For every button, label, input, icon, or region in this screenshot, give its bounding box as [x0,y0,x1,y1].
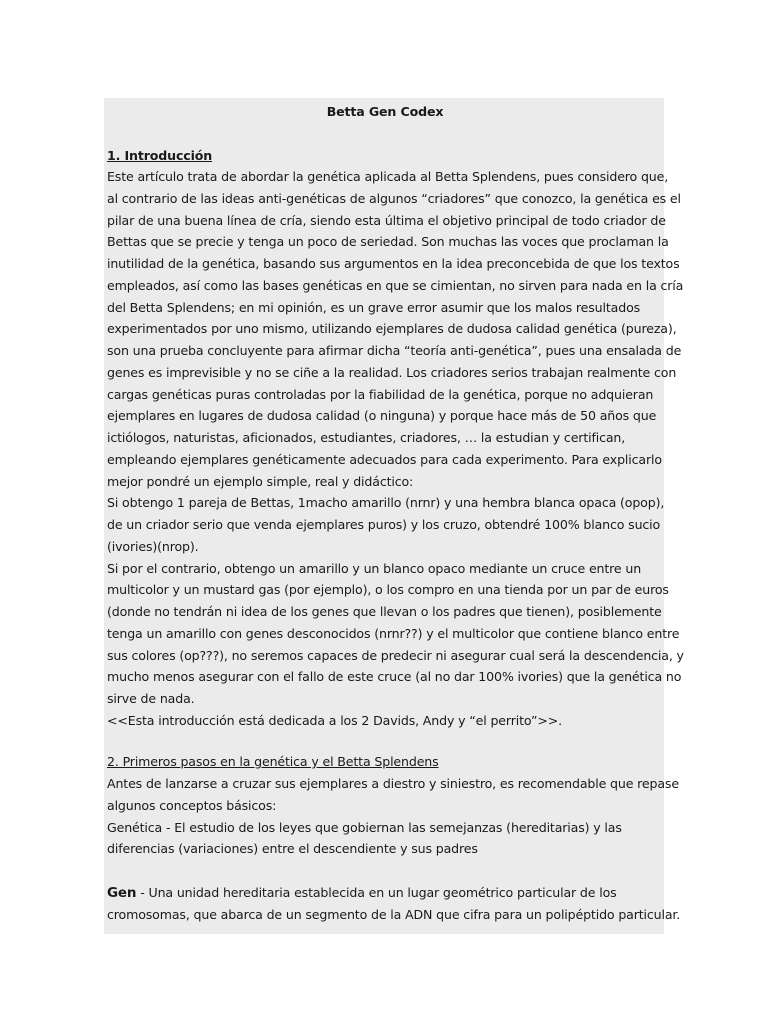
gen-definition-line-2: cromosomas, que abarca de un segmento de la ADN que cifra para un polipéptido particular. [107,907,681,922]
text-line: del Betta Splendens; en mi opinión, es un grave error asumir que los malos resultados [107,299,641,315]
text-line: inutilidad de la genética, basando sus argumentos en la idea preconcebida de que los textos [107,256,680,271]
text-line: genes es imprevisible y no se ciñe a la realidad. Los criadores serios trabajan realmente con [107,364,677,380]
text-line: mucho menos asegurar con el fallo de este cruce (al no dar 100% ivories) que la genética no [107,669,682,685]
text-line: Bettas que se precie y tenga un poco de seriedad. Son muchas las voces que proclaman la [107,234,669,250]
gen-definition-text: - Una unidad hereditaria establecida en un lugar geométrico particular de los [136,885,617,900]
text-line: ictiólogos, naturistas, aficionados, estudiantes, criadores, … la estudian y certifican, [107,430,626,445]
text-line: Genética - El estudio de los leyes que gobiernan las semejanzas (hereditarias) y las [107,819,622,835]
text-line: Antes de lanzarse a cruzar sus ejemplares a diestro y siniestro, es recomendable que repase [107,776,679,791]
text-line: (donde no tendrán ni idea de los genes que llevan o los padres que tienen), posiblemente [107,604,662,619]
document-title: Betta Gen Codex [326,104,444,119]
text-line: tenga un amarillo con genes desconocidos (nrnr??) y el multicolor que contiene blanco entre [107,625,680,641]
text-line: diferencias (variaciones) entre el descendiente y sus padres [107,841,478,857]
text-line: sus colores (op???), no seremos capaces de predecir ni asegurar cual será la descendencia, y [107,647,684,663]
text-line: de un criador serio que venda ejemplares puros) y los cruzo, obtendré 100% blanco sucio [107,517,661,532]
text-line: al contrario de las ideas anti-genéticas de algunos “criadores” que conozco, la genética es el [107,190,681,206]
text-line: Si por el contrario, obtengo un amarillo y un blanco opaco mediante un cruce entre un [107,560,642,576]
text-line: mejor pondré un ejemplo simple, real y didáctico: [107,473,414,489]
text-line: <<Esta introducción está dedicada a los 2 Davids, Andy y “el perrito”>>. [107,712,562,728]
text-line: sirve de nada. [107,691,195,706]
text-line: (ivories)(nrop). [107,538,199,554]
text-line: cargas genéticas puras controladas por la fiabilidad de la genética, porque no adquieran [107,386,654,402]
section-1-heading: 1. Introducción [107,148,213,163]
text-line: empleando ejemplares genéticamente adecuados para cada experimento. Para explicarlo [107,451,662,467]
text-line: Este artículo trata de abordar la genética aplicada al Betta Splendens, pues considero que, [107,169,669,184]
text-line: algunos conceptos básicos: [107,797,277,813]
gen-term: Gen [107,885,137,901]
gen-definition-line-1 [107,882,617,905]
text-line: son una prueba concluyente para afirmar dicha “teoría anti-genética”, pues una ensalada de [107,343,682,358]
text-line: multicolor y un mustard gas (por ejemplo), o los compro en una tienda por un par de euros [107,582,669,598]
section-2-heading: 2. Primeros pasos en la genética y el Betta Splendens [107,754,439,769]
text-line: pilar de una buena línea de cría, siendo esta última el objetivo principal de todo criador de [107,212,666,228]
text-line: ejemplares en lugares de dudosa calidad (o ninguna) y porque hace más de 50 años que [107,408,657,424]
text-line: experimentados por uno mismo, utilizando ejemplares de dudosa calidad genética (pureza), [107,321,677,337]
document-page [104,98,684,934]
text-line: empleados, así como las bases genéticas en que se cimientan, no sirven para nada en la cría [107,277,684,293]
text-line: Si obtengo 1 pareja de Bettas, 1macho amarillo (nrnr) y una hembra blanca opaca (opop), [107,495,665,511]
